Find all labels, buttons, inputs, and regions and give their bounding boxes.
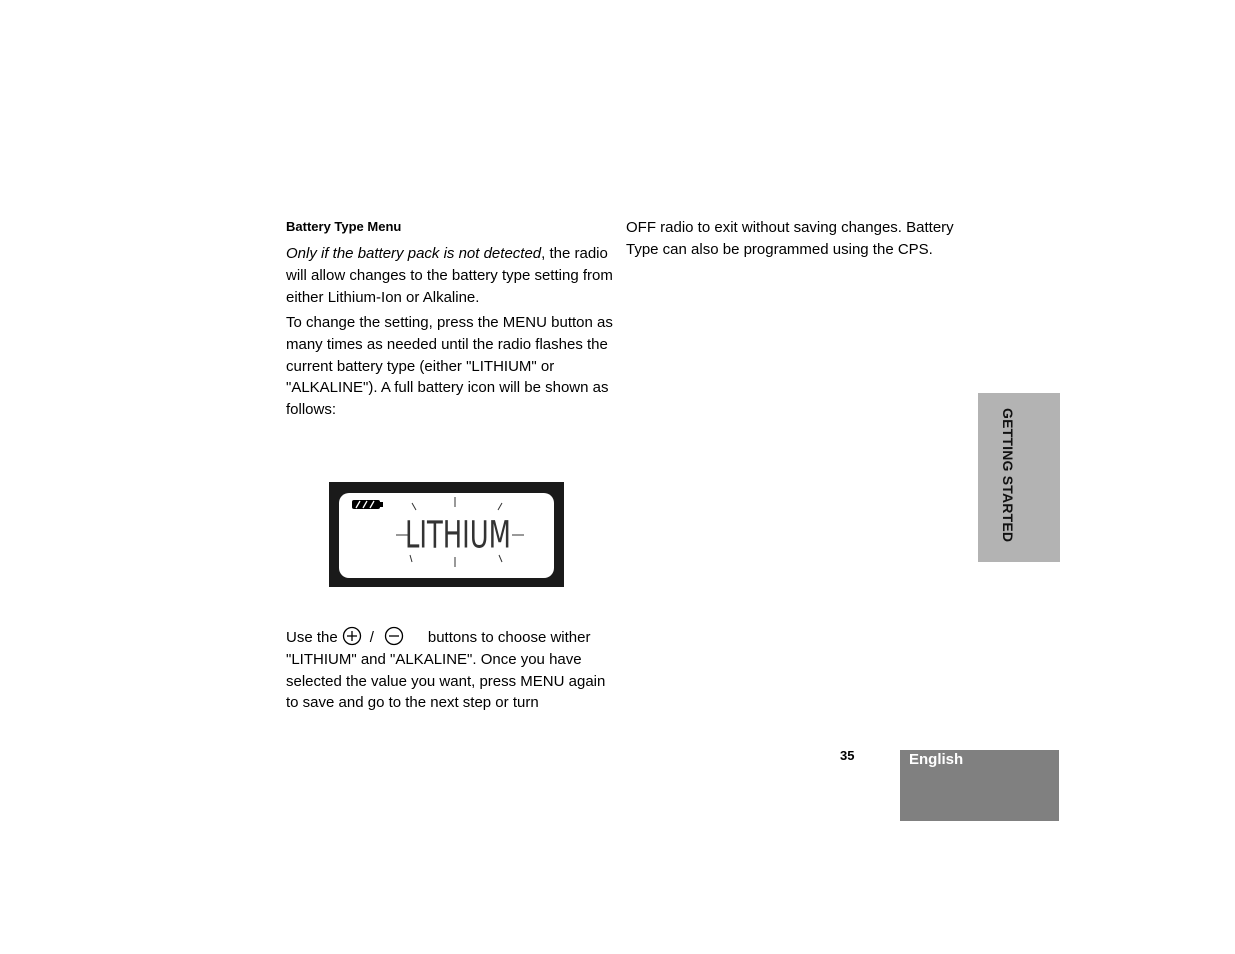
intro-paragraph <box>286 243 616 308</box>
plus-circle-icon <box>342 626 362 646</box>
battery-full-icon <box>352 500 383 509</box>
page-number: 35 <box>840 748 855 763</box>
selection-paragraph <box>286 626 616 714</box>
side-tab <box>978 393 1060 562</box>
instructions-paragraph: To change the setting, press the MENU button as many times as needed until the radio flashes the current battery type (either "LITHIUM" or "ALKALINE"). A full battery icon will be shown as follows: <box>286 314 613 419</box>
side-tab-label: GETTING STARTED <box>1000 408 1016 543</box>
exit-paragraph: OFF radio to exit without saving changes. Battery Type can also be programmed using the CPS. <box>626 219 954 258</box>
minus-circle-icon <box>384 626 404 646</box>
language-label: English <box>909 751 964 768</box>
radio-display <box>329 482 564 587</box>
selection-suffix: buttons to choose wither "LITHIUM" and "ALKALINE". Once you have selected the value you want, press MENU again to save and go to the next step or turn <box>286 629 606 712</box>
selection-prefix: Use the <box>286 629 338 646</box>
selection-separator: / <box>369 629 374 646</box>
display-text: LITHIUM <box>405 512 511 558</box>
intro-italic: Only if the battery pack is not detected <box>286 245 542 262</box>
section-heading: Battery Type Menu <box>286 219 402 234</box>
intro-rest: , the radio will allow changes to the battery type setting from either Lithium-Ion or Alkaline. <box>286 245 613 306</box>
